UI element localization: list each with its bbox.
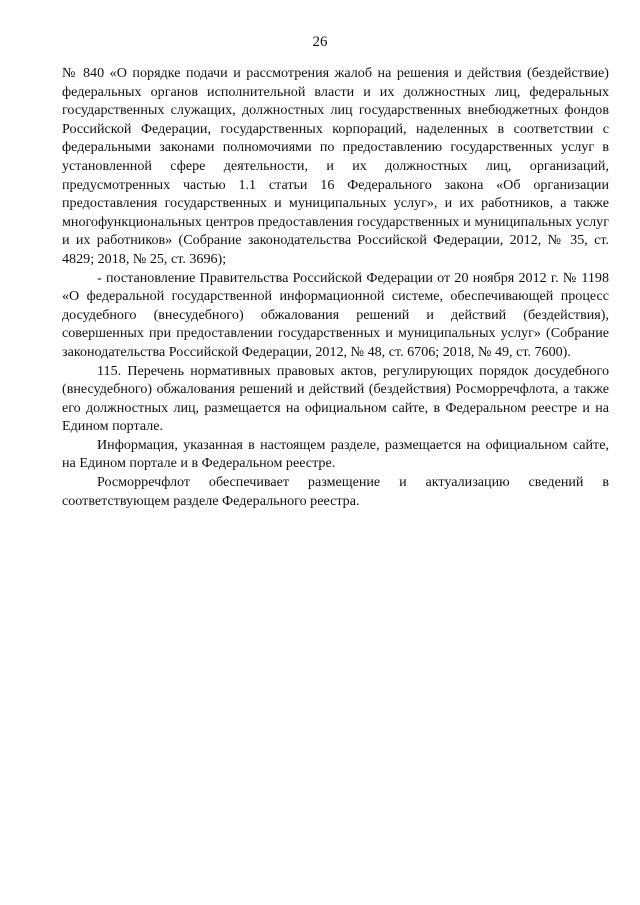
paragraph-registry-update: Росморречфлот обеспечивает размещение и актуализацию сведений в соответствующем разделе Федерального реестра. <box>62 474 609 509</box>
page-number: 26 <box>312 34 328 50</box>
document-body <box>62 64 609 510</box>
paragraph-section-115: 115. Перечень нормативных правовых актов, регулирующих порядок досудебного (внесудебного) обжалования решений и действий (бездействия) Росморречфлота, а также его должностных лиц, размещается на официальном сайте, в Федеральном реестре и на Едином портале. <box>62 362 609 435</box>
paragraph-info-placement: Информация, указанная в настоящем разделе, размещается на официальном сайте, на Едином портале и в Федеральном реестре. <box>62 436 609 472</box>
paragraph-resolution-1198: - постановление Правительства Российской Федерации от 20 ноября 2012 г. № 1198 «О федеральной государственной информационной системе, обеспечивающей процесс досудебного (внесудебного) обжалования решений и действий (бездействия), совершенных при предоставлении государственных и муниципальных услуг» (Собрание законодательства Российской Федерации, 2012, № 48, ст. 6706; 2018, № 49, ст. 7600). <box>62 269 609 360</box>
paragraph-resolution-840: № 840 «О порядке подачи и рассмотрения жалоб на решения и действия (бездействие) федеральных органов исполнительной власти и их должностных лиц, федеральных государственных служащих, должностных лиц государственных внебюджетных фондов Российской Федерации, государственных корпораций, наделенных в соответствии с федеральными законами полномочиями по предоставлению государственных услуг в установленной сфере деятельности, и их должностных лиц, организаций, предусмотренных частью 1.1 статьи 16 Федерального закона «Об организации предоставления государственных и муниципальных услуг», и их работников, а также многофункциональных центров предоставления государственных и муниципальных услуг и их работников» (Собрание законодательства Российской Федерации, 2012, № 35, ст. 4829; 2018, № 25, ст. 3696); <box>62 65 609 267</box>
